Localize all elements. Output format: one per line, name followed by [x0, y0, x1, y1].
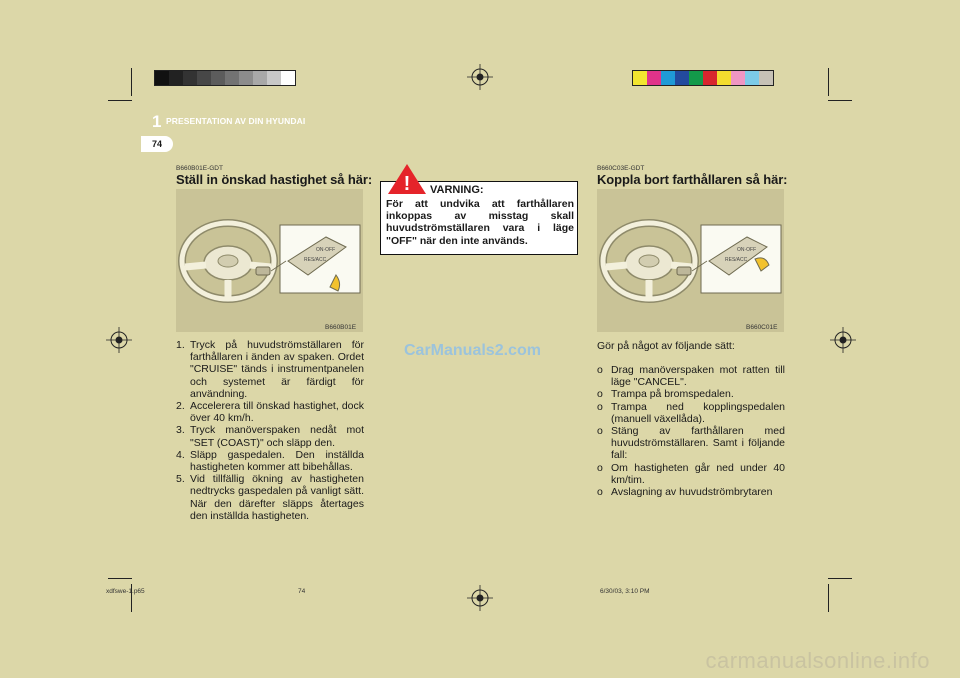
color-swatch — [689, 71, 703, 85]
list-item — [176, 473, 364, 522]
list-item — [176, 400, 364, 424]
list-text: Vid tillfällig ökning av hastigheten nedtrycks gaspedalen på vanligt sätt. När den därefter släpps återtages den inställda hastigheten. — [190, 473, 364, 522]
list-text: Accelerera till önskad hastighet, dock över 40 km/h. — [190, 400, 364, 425]
list-item — [176, 449, 364, 473]
list-text: Drag manöverspaken mot ratten till läge "CANCEL". — [611, 364, 785, 389]
svg-text:ON·OFF: ON·OFF — [737, 247, 757, 253]
list-item — [597, 425, 785, 462]
list-text: Tryck manöverspaken nedåt mot "SET (COAST)" och släpp den. — [190, 424, 364, 449]
list-text: Stäng av farthållaren med huvudströmställaren. Samt i följande fall: — [611, 425, 785, 462]
svg-text:ON·OFF: ON·OFF — [316, 247, 336, 253]
color-swatch — [703, 71, 717, 85]
option-list — [597, 364, 785, 498]
list-number: 3. — [176, 424, 185, 437]
steering-wheel-figure — [176, 189, 363, 332]
list-bullet: o — [597, 486, 603, 499]
color-swatch — [211, 71, 225, 85]
color-swatch — [267, 71, 281, 85]
registration-mark-icon — [467, 64, 493, 90]
process-color-bar — [632, 70, 774, 86]
registration-mark-icon — [106, 327, 132, 353]
list-number: 2. — [176, 400, 185, 413]
list-number: 1. — [176, 339, 185, 351]
color-swatch — [717, 71, 731, 85]
warning-triangle-icon — [387, 163, 427, 195]
site-watermark: carmanualsonline.info — [705, 648, 930, 673]
color-swatch — [239, 71, 253, 85]
list-item — [597, 462, 785, 486]
crop-mark — [131, 68, 132, 96]
list-number: 5. — [176, 473, 185, 486]
color-swatch — [183, 71, 197, 85]
crop-mark — [828, 578, 852, 579]
chapter-title: PRESENTATION AV DIN HYUNDAI — [166, 116, 306, 126]
crop-mark — [108, 578, 132, 579]
color-swatch — [647, 71, 661, 85]
registration-mark-icon — [830, 327, 856, 353]
list-text: Tryck på huvudströmställaren för farthållaren i änden av spaken. Ordet "CRUISE" tänds i instrumentpanelen och systemet är färdigt för användning. — [190, 339, 364, 400]
registration-mark-icon — [467, 585, 493, 611]
crop-mark — [828, 584, 829, 612]
watermark-text: CarManuals2.com — [404, 342, 541, 359]
figure-label: B660B01E — [325, 324, 357, 331]
section-code: B660C03E-GDT — [597, 165, 645, 172]
color-swatch — [745, 71, 759, 85]
list-item — [597, 401, 785, 425]
section-code: B660B01E-GDT — [176, 165, 223, 172]
color-swatch — [169, 71, 183, 85]
color-swatch — [197, 71, 211, 85]
svg-text:RES/ACC: RES/ACC — [725, 257, 748, 263]
color-swatch — [661, 71, 675, 85]
intro-text: Gör på något av följande sätt: — [597, 340, 735, 352]
steering-wheel-illustration-icon — [176, 189, 363, 332]
list-text: Trampa på bromspedalen. — [611, 388, 734, 401]
list-number: 4. — [176, 448, 185, 461]
list-item — [597, 388, 785, 400]
crop-mark — [828, 68, 829, 96]
footer-date: 6/30/03, 3:10 PM — [600, 588, 650, 595]
list-text: Trampa ned kopplingspedalen (manuell växellåda). — [611, 400, 785, 425]
list-bullet: o — [597, 425, 603, 438]
list-text: Avslagning av huvudströmbrytaren — [611, 486, 773, 499]
steering-wheel-figure — [597, 189, 784, 332]
list-text: Släpp gaspedalen. Den inställda hastigheten kommer att bibehållas. — [190, 448, 364, 474]
list-item — [176, 424, 364, 448]
list-item — [176, 339, 364, 400]
section-heading: Ställ in önskad hastighet så här: — [176, 172, 373, 187]
list-bullet: o — [597, 461, 603, 474]
list-text: Om hastigheten går ned under 40 km/tim. — [611, 461, 785, 486]
instruction-list — [176, 339, 364, 522]
list-bullet: o — [597, 400, 603, 413]
color-swatch — [225, 71, 239, 85]
list-item — [597, 364, 785, 388]
list-item — [597, 486, 785, 498]
warning-symbol: ! — [403, 173, 411, 195]
color-swatch — [253, 71, 267, 85]
color-swatch — [281, 71, 295, 85]
crop-mark — [108, 100, 132, 101]
crop-mark — [828, 100, 852, 101]
color-swatch — [675, 71, 689, 85]
gray-color-bar — [154, 70, 296, 86]
footer-filename: xdfswe-1.p65 — [106, 588, 145, 595]
chapter-number: 1 — [152, 112, 162, 131]
list-bullet: o — [597, 364, 603, 376]
color-swatch — [731, 71, 745, 85]
section-heading: Koppla bort farthållaren så här: — [597, 172, 788, 187]
color-swatch — [759, 71, 773, 85]
list-bullet: o — [597, 388, 603, 401]
warning-title: VARNING: — [430, 184, 484, 196]
footer-page: 74 — [298, 588, 306, 595]
figure-label: B660C01E — [746, 324, 778, 331]
page-number-tab: 74 — [141, 136, 173, 152]
svg-text:RES/ACC: RES/ACC — [304, 257, 327, 263]
color-swatch — [633, 71, 647, 85]
warning-text: För att undvika att farthållaren inkoppas av misstag skall huvudströmställaren vara i läge "OFF" när den inte används. — [386, 198, 574, 247]
steering-wheel-illustration-icon — [597, 189, 784, 332]
color-swatch — [155, 71, 169, 85]
